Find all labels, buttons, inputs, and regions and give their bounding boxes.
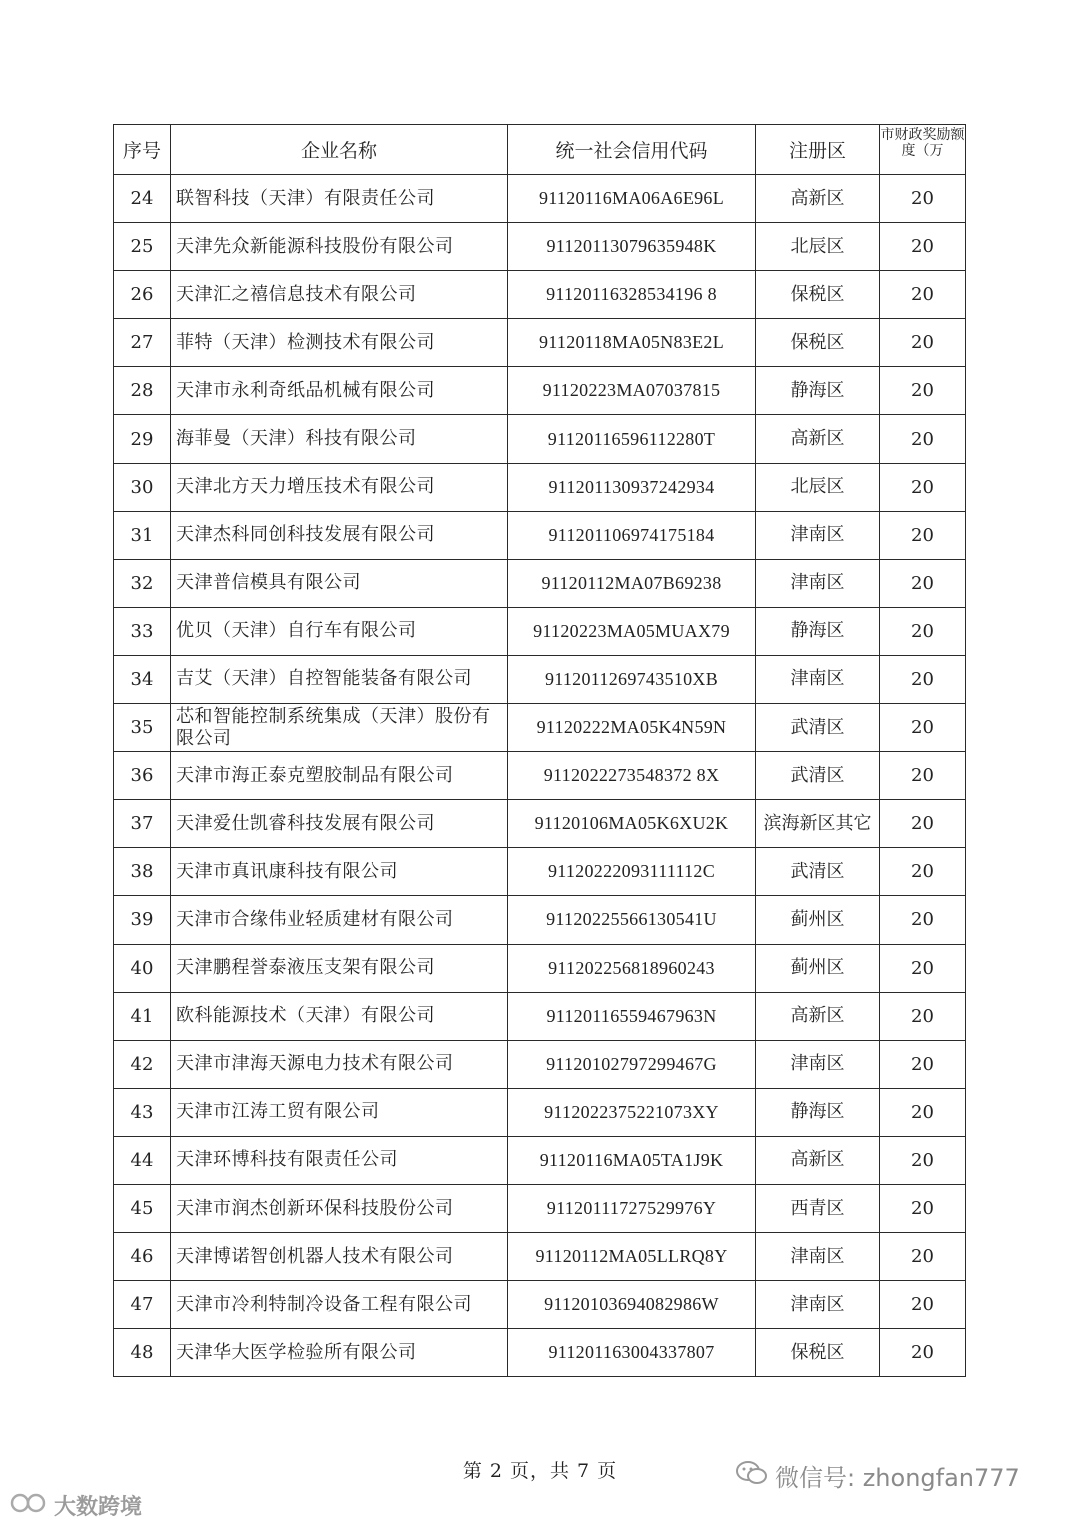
cell-district: 滨海新区其它 xyxy=(756,800,880,848)
table-row xyxy=(114,704,966,752)
cell-company-name: 天津华大医学检验所有限公司 xyxy=(171,1329,508,1377)
cell-district: 保税区 xyxy=(756,271,880,319)
cell-company-name: 天津市海正泰克塑胶制品有限公司 xyxy=(171,752,508,800)
cell-index: 33 xyxy=(114,607,171,655)
cell-credit-code: 91120222093111112C xyxy=(508,848,756,896)
cell-company-name: 天津博诺智创机器人技术有限公司 xyxy=(171,1233,508,1281)
table-row xyxy=(114,1281,966,1329)
wechat-id-text: 微信号: zhongfan777 xyxy=(775,1464,1020,1492)
cell-reward-amount: 20 xyxy=(880,800,966,848)
cell-district: 西青区 xyxy=(756,1184,880,1232)
cell-index: 26 xyxy=(114,271,171,319)
cell-credit-code: 91120223MA07037815 xyxy=(508,367,756,415)
cell-company-name: 天津市合缘伟业轻质建材有限公司 xyxy=(171,896,508,944)
cell-company-name: 天津杰科同创科技发展有限公司 xyxy=(171,511,508,559)
cell-credit-code: 91120102797299467G xyxy=(508,1040,756,1088)
brand-text: 大数跨境 xyxy=(54,1495,143,1520)
cell-company-name: 菲特（天津）检测技术有限公司 xyxy=(171,319,508,367)
cell-company-name: 天津市润杰创新环保科技股份公司 xyxy=(171,1184,508,1232)
cell-credit-code: 91120118MA05N83E2L xyxy=(508,319,756,367)
cell-district: 津南区 xyxy=(756,1040,880,1088)
cell-reward-amount: 20 xyxy=(880,1184,966,1232)
cell-district: 高新区 xyxy=(756,1136,880,1184)
cell-index: 31 xyxy=(114,511,171,559)
cell-credit-code: 91120113079635948K xyxy=(508,223,756,271)
table-row xyxy=(114,559,966,607)
table-row xyxy=(114,1233,966,1281)
cell-credit-code: 9112011269743510XB xyxy=(508,655,756,703)
cell-reward-amount: 20 xyxy=(880,1281,966,1329)
cell-index: 47 xyxy=(114,1281,171,1329)
cell-company-name: 天津先众新能源科技股份有限公司 xyxy=(171,223,508,271)
cell-credit-code: 91120112MA07B69238 xyxy=(508,559,756,607)
table-row xyxy=(114,511,966,559)
cell-district: 静海区 xyxy=(756,367,880,415)
cell-reward-amount: 20 xyxy=(880,655,966,703)
table-row xyxy=(114,1088,966,1136)
cell-company-name: 芯和智能控制系统集成（天津）股份有限公司 xyxy=(171,704,508,752)
table-row xyxy=(114,367,966,415)
cell-district: 津南区 xyxy=(756,511,880,559)
cell-index: 24 xyxy=(114,175,171,223)
cell-reward-amount: 20 xyxy=(880,271,966,319)
table-row xyxy=(114,655,966,703)
cell-company-name: 海菲曼（天津）科技有限公司 xyxy=(171,415,508,463)
table-row xyxy=(114,800,966,848)
cell-company-name: 天津北方天力增压技术有限公司 xyxy=(171,463,508,511)
cell-reward-amount: 20 xyxy=(880,559,966,607)
cell-company-name: 天津普信模具有限公司 xyxy=(171,559,508,607)
cell-credit-code: 91120222MA05K4N59N xyxy=(508,704,756,752)
cell-index: 41 xyxy=(114,992,171,1040)
table-row xyxy=(114,1040,966,1088)
cell-district: 武清区 xyxy=(756,848,880,896)
header-code: 统一社会信用代码 xyxy=(508,125,756,175)
cell-credit-code: 91120116MA05TA1J9K xyxy=(508,1136,756,1184)
cell-credit-code: 91120103694082986W xyxy=(508,1281,756,1329)
cell-index: 29 xyxy=(114,415,171,463)
cell-index: 37 xyxy=(114,800,171,848)
table-row xyxy=(114,944,966,992)
cell-district: 蓟州区 xyxy=(756,944,880,992)
header-district: 注册区 xyxy=(756,125,880,175)
table-row xyxy=(114,896,966,944)
table-row xyxy=(114,223,966,271)
cell-district: 津南区 xyxy=(756,559,880,607)
cell-company-name: 天津市真讯康科技有限公司 xyxy=(171,848,508,896)
cell-company-name: 欧科能源技术（天津）有限公司 xyxy=(171,992,508,1040)
table-row xyxy=(114,607,966,655)
cell-credit-code: 911201130937242934 xyxy=(508,463,756,511)
table-row xyxy=(114,1329,966,1377)
cell-index: 27 xyxy=(114,319,171,367)
cell-reward-amount: 20 xyxy=(880,367,966,415)
table-row xyxy=(114,1136,966,1184)
cell-index: 35 xyxy=(114,704,171,752)
table-row xyxy=(114,752,966,800)
header-reward-text: 市财政奖励额度（万 xyxy=(880,127,965,159)
wechat-watermark xyxy=(735,1458,1020,1493)
cell-company-name: 吉艾（天津）自控智能装备有限公司 xyxy=(171,655,508,703)
table-row xyxy=(114,463,966,511)
cell-company-name: 天津汇之禧信息技术有限公司 xyxy=(171,271,508,319)
cell-district: 高新区 xyxy=(756,992,880,1040)
cell-index: 46 xyxy=(114,1233,171,1281)
cell-credit-code: 9112022273548372 8X xyxy=(508,752,756,800)
cell-index: 30 xyxy=(114,463,171,511)
table-row xyxy=(114,415,966,463)
cell-credit-code: 911201106974175184 xyxy=(508,511,756,559)
cell-reward-amount: 20 xyxy=(880,992,966,1040)
cell-reward-amount: 20 xyxy=(880,607,966,655)
cell-district: 蓟州区 xyxy=(756,896,880,944)
cell-credit-code: 91120111727529976Y xyxy=(508,1184,756,1232)
header-name: 企业名称 xyxy=(171,125,508,175)
cell-reward-amount: 20 xyxy=(880,1136,966,1184)
wechat-icon xyxy=(735,1459,769,1493)
cell-reward-amount: 20 xyxy=(880,319,966,367)
cell-district: 北辰区 xyxy=(756,223,880,271)
cell-reward-amount: 20 xyxy=(880,1088,966,1136)
cell-district: 保税区 xyxy=(756,1329,880,1377)
cell-index: 36 xyxy=(114,752,171,800)
cell-reward-amount: 20 xyxy=(880,896,966,944)
cell-company-name: 天津市江涛工贸有限公司 xyxy=(171,1088,508,1136)
cell-index: 38 xyxy=(114,848,171,896)
cell-index: 43 xyxy=(114,1088,171,1136)
cell-index: 28 xyxy=(114,367,171,415)
table-row xyxy=(114,271,966,319)
cell-credit-code: 91120112MA05LLRQ8Y xyxy=(508,1233,756,1281)
cell-company-name: 优贝（天津）自行车有限公司 xyxy=(171,607,508,655)
table-row xyxy=(114,319,966,367)
cell-company-name: 天津鹏程誉泰液压支架有限公司 xyxy=(171,944,508,992)
cell-index: 40 xyxy=(114,944,171,992)
cell-index: 39 xyxy=(114,896,171,944)
cell-district: 高新区 xyxy=(756,175,880,223)
table-row xyxy=(114,175,966,223)
cell-credit-code: 91120106MA05K6XU2K xyxy=(508,800,756,848)
cell-district: 武清区 xyxy=(756,752,880,800)
cell-credit-code: 91120225566130541U xyxy=(508,896,756,944)
cell-credit-code: 91120116MA06A6E96L xyxy=(508,175,756,223)
cell-index: 25 xyxy=(114,223,171,271)
cell-company-name: 天津环博科技有限责任公司 xyxy=(171,1136,508,1184)
cell-credit-code: 91120116596112280T xyxy=(508,415,756,463)
table-row xyxy=(114,992,966,1040)
brand-watermark xyxy=(10,1490,142,1521)
cell-district: 北辰区 xyxy=(756,463,880,511)
cell-district: 高新区 xyxy=(756,415,880,463)
cell-credit-code: 91120223MA05MUAX79 xyxy=(508,607,756,655)
cell-index: 42 xyxy=(114,1040,171,1088)
cell-district: 津南区 xyxy=(756,655,880,703)
cell-index: 48 xyxy=(114,1329,171,1377)
cell-index: 45 xyxy=(114,1184,171,1232)
table-row xyxy=(114,848,966,896)
cell-company-name: 天津市冷利特制冷设备工程有限公司 xyxy=(171,1281,508,1329)
cell-district: 武清区 xyxy=(756,704,880,752)
cell-reward-amount: 20 xyxy=(880,1233,966,1281)
table-header-row xyxy=(114,125,966,175)
cell-credit-code: 911201163004337807 xyxy=(508,1329,756,1377)
cell-district: 静海区 xyxy=(756,1088,880,1136)
header-reward xyxy=(880,125,966,175)
cell-company-name: 天津爱仕凯睿科技发展有限公司 xyxy=(171,800,508,848)
cell-index: 32 xyxy=(114,559,171,607)
cell-reward-amount: 20 xyxy=(880,511,966,559)
cell-reward-amount: 20 xyxy=(880,463,966,511)
cell-company-name: 天津市永利奇纸品机械有限公司 xyxy=(171,367,508,415)
cell-reward-amount: 20 xyxy=(880,223,966,271)
brand-logo-icon xyxy=(10,1491,50,1521)
cell-district: 保税区 xyxy=(756,319,880,367)
cell-credit-code: 91120116328534196 8 xyxy=(508,271,756,319)
cell-reward-amount: 20 xyxy=(880,704,966,752)
cell-reward-amount: 20 xyxy=(880,415,966,463)
cell-district: 静海区 xyxy=(756,607,880,655)
table-body xyxy=(114,175,966,1377)
cell-credit-code: 9112022375221073XY xyxy=(508,1088,756,1136)
cell-credit-code: 91120116559467963N xyxy=(508,992,756,1040)
cell-district: 津南区 xyxy=(756,1281,880,1329)
cell-reward-amount: 20 xyxy=(880,848,966,896)
cell-reward-amount: 20 xyxy=(880,1329,966,1377)
cell-reward-amount: 20 xyxy=(880,1040,966,1088)
cell-district: 津南区 xyxy=(756,1233,880,1281)
cell-index: 44 xyxy=(114,1136,171,1184)
cell-reward-amount: 20 xyxy=(880,752,966,800)
cell-reward-amount: 20 xyxy=(880,175,966,223)
cell-index: 34 xyxy=(114,655,171,703)
cell-credit-code: 911202256818960243 xyxy=(508,944,756,992)
cell-reward-amount: 20 xyxy=(880,944,966,992)
header-index: 序号 xyxy=(114,125,171,175)
cell-company-name: 天津市津海天源电力技术有限公司 xyxy=(171,1040,508,1088)
table-row xyxy=(114,1184,966,1232)
page-number: 第 2 页，共 7 页 xyxy=(462,1460,618,1482)
cell-company-name: 联智科技（天津）有限责任公司 xyxy=(171,175,508,223)
enterprise-table xyxy=(113,124,966,1377)
